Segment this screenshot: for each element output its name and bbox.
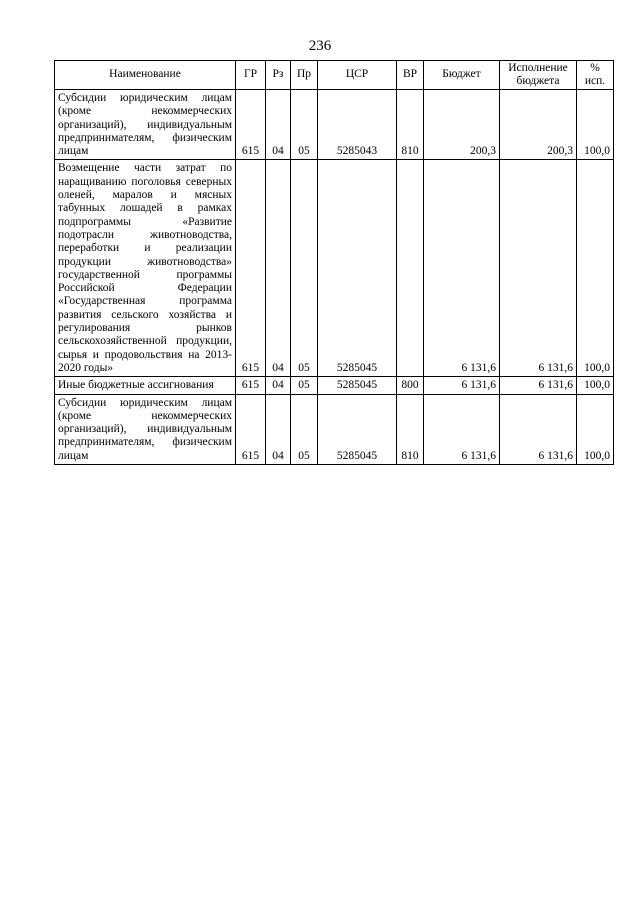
row-name-text: Субсидии юридическим лицам (кроме некоммерческих организаций), индивидуальным предпринимателям, физическим лицам xyxy=(58,92,232,158)
header-budget: Бюджет xyxy=(424,61,500,90)
row-name xyxy=(55,377,236,394)
row-budget: 200,3 xyxy=(424,90,500,160)
page-number: 236 xyxy=(308,38,332,54)
row-csr: 5285045 xyxy=(318,394,397,464)
row-percent: 100,0 xyxy=(577,377,614,394)
row-percent: 100,0 xyxy=(577,394,614,464)
row-name-text: Возмещение части затрат по наращиванию поголовья северных оленей, маралов и мясных табунных лошадей в рамках подпрограммы «Развитие подотрасли животноводства, переработки и реализации продукции животноводства» государственной программы Российской Федерации «Государственная программа развития сельского хозяйства и регулирования рынков сельскохозяйственной продукции, сырья и продовольствия на 2013-2020 годы» xyxy=(58,162,232,374)
row-vr xyxy=(397,160,424,377)
row-budget: 6 131,6 xyxy=(424,160,500,377)
row-execution: 6 131,6 xyxy=(500,394,577,464)
row-percent: 100,0 xyxy=(577,90,614,160)
row-csr: 5285043 xyxy=(318,90,397,160)
table-row xyxy=(55,160,614,377)
header-percent: % исп. xyxy=(577,61,614,90)
row-rz: 04 xyxy=(266,394,291,464)
row-pr: 05 xyxy=(291,377,318,394)
header-csr: ЦСР xyxy=(318,61,397,90)
row-vr: 800 xyxy=(397,377,424,394)
header-pr: Пр xyxy=(291,61,318,90)
row-rz: 04 xyxy=(266,377,291,394)
row-gr: 615 xyxy=(236,90,266,160)
row-execution: 200,3 xyxy=(500,90,577,160)
header-execution: Исполнение бюджета xyxy=(500,61,577,90)
row-execution: 6 131,6 xyxy=(500,160,577,377)
row-rz: 04 xyxy=(266,160,291,377)
row-pr: 05 xyxy=(291,90,318,160)
row-budget: 6 131,6 xyxy=(424,394,500,464)
table-row xyxy=(55,394,614,464)
row-gr: 615 xyxy=(236,394,266,464)
row-name xyxy=(55,90,236,160)
budget-table xyxy=(54,60,614,465)
row-pr: 05 xyxy=(291,394,318,464)
row-csr: 5285045 xyxy=(318,377,397,394)
header-vr: ВР xyxy=(397,61,424,90)
row-name-text: Субсидии юридическим лицам (кроме некоммерческих организаций), индивидуальным предпринимателям, физическим лицам xyxy=(58,396,232,462)
table-row xyxy=(55,377,614,394)
header-gr: ГР xyxy=(236,61,266,90)
row-name-text: Иные бюджетные ассигнования xyxy=(58,379,214,392)
row-csr: 5285045 xyxy=(318,160,397,377)
table-header-row xyxy=(55,61,614,90)
row-name xyxy=(55,160,236,377)
header-rz: Рз xyxy=(266,61,291,90)
row-execution: 6 131,6 xyxy=(500,377,577,394)
row-vr: 810 xyxy=(397,90,424,160)
header-name: Наименование xyxy=(55,61,236,90)
row-gr: 615 xyxy=(236,160,266,377)
table-row xyxy=(55,90,614,160)
row-gr: 615 xyxy=(236,377,266,394)
row-rz: 04 xyxy=(266,90,291,160)
row-name xyxy=(55,394,236,464)
row-pr: 05 xyxy=(291,160,318,377)
row-percent: 100,0 xyxy=(577,160,614,377)
row-budget: 6 131,6 xyxy=(424,377,500,394)
row-vr: 810 xyxy=(397,394,424,464)
